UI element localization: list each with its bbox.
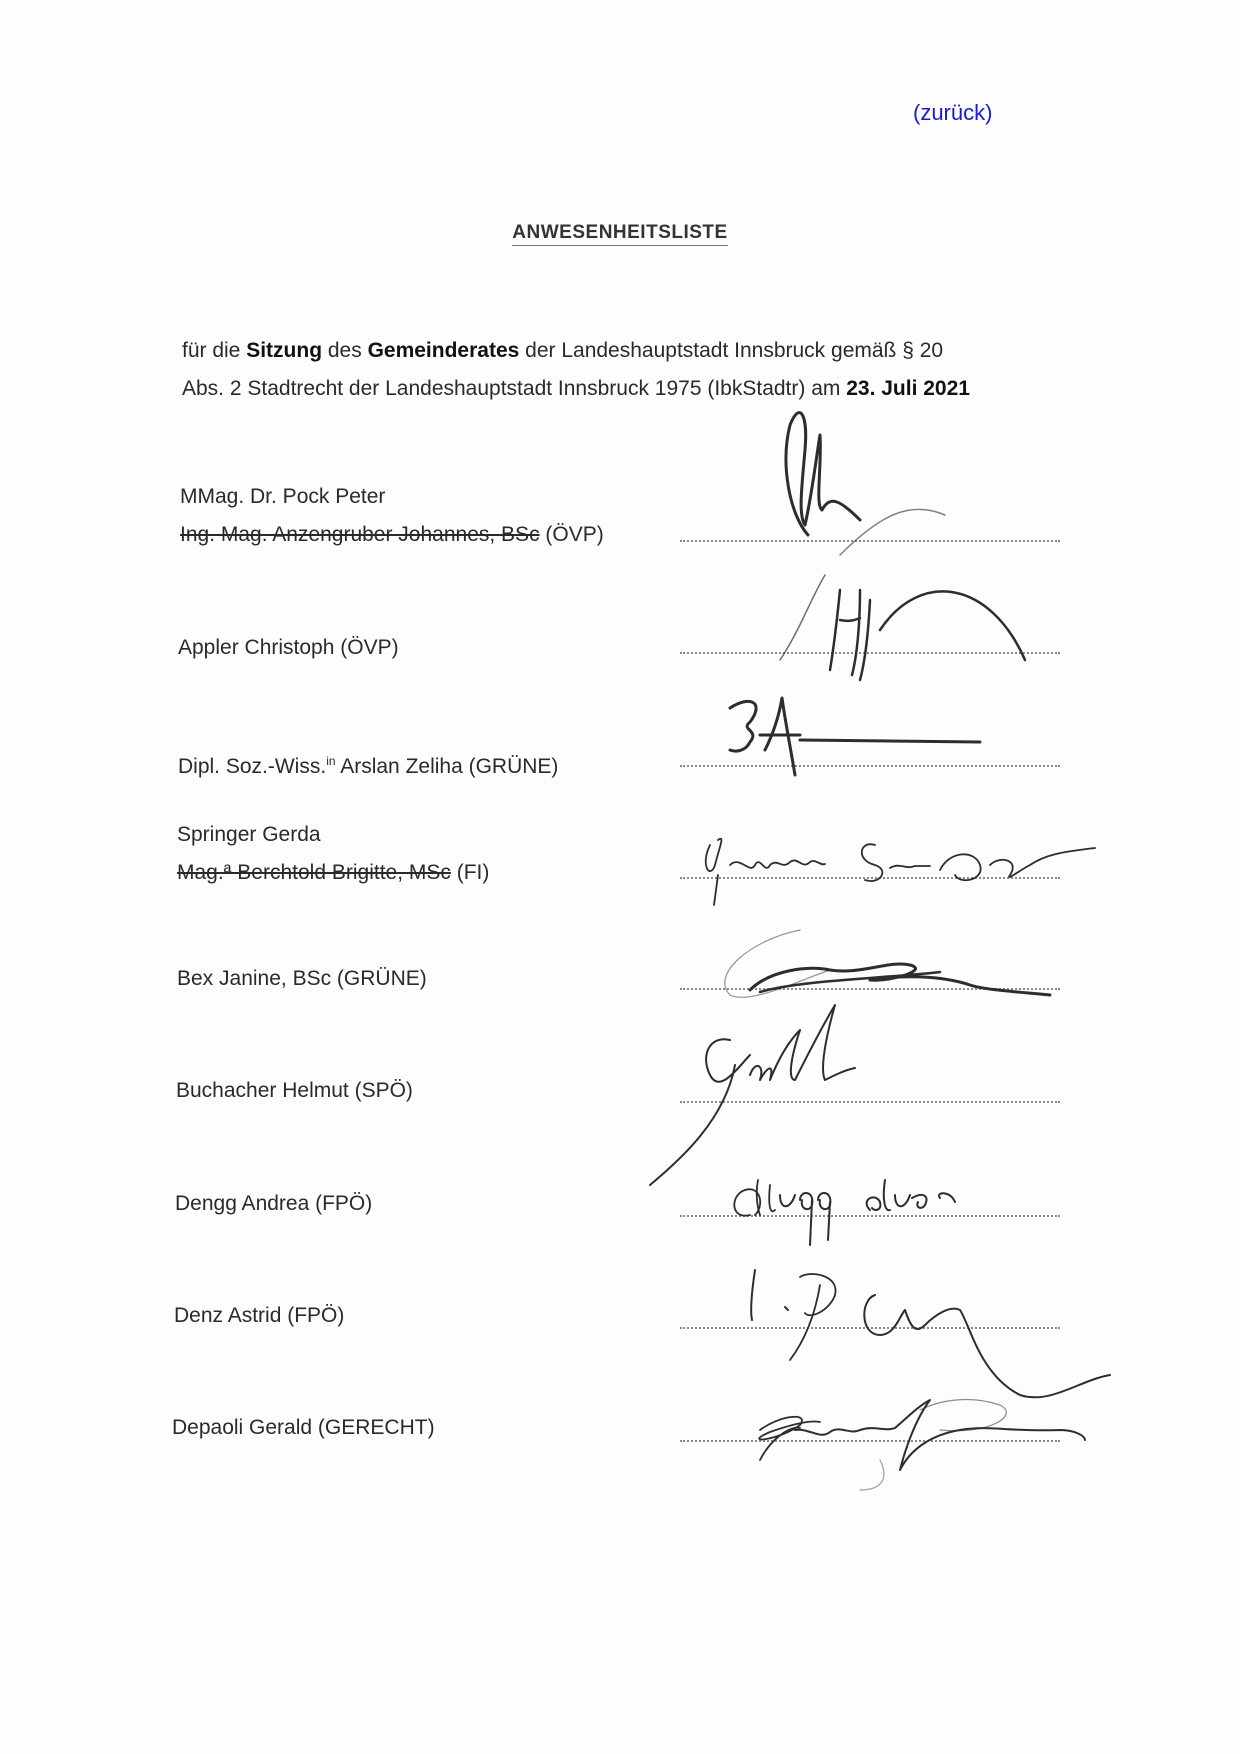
attendee-struck: Mag.ª Berchtold Brigitte, MSc xyxy=(177,861,451,884)
attendee-substitute: Springer Gerda xyxy=(177,823,321,846)
attendee-name xyxy=(175,1185,372,1223)
attendee-name xyxy=(178,629,399,667)
intro-text: des xyxy=(322,339,368,362)
attendee-struck: Ing. Mag. Anzengruber Johannes, BSc xyxy=(180,523,540,546)
attendee-title: Dipl. Soz.-Wiss. xyxy=(178,755,327,778)
attendee-name-text: Bex Janine, BSc (GRÜNE) xyxy=(177,967,427,990)
attendee-title-sup: in xyxy=(326,754,336,768)
intro-paragraph xyxy=(182,332,1082,408)
attendee-name-text: Arslan Zeliha (GRÜNE) xyxy=(335,755,559,778)
attendee-party: (FI) xyxy=(450,861,490,884)
title-text: ANWESENHEITSLISTE xyxy=(512,222,727,246)
signature-image xyxy=(700,1360,1100,1500)
intro-gemeinderates: Gemeinderates xyxy=(367,339,520,362)
page-title xyxy=(0,222,1240,244)
meeting-date: 23. Juli 2021 xyxy=(846,377,970,400)
attendee-name-text: Denz Astrid (FPÖ) xyxy=(174,1304,345,1327)
back-link[interactable]: (zurück) xyxy=(913,100,993,125)
attendee-name xyxy=(176,1072,413,1110)
attendee-name xyxy=(177,960,427,998)
signature-image xyxy=(760,405,980,565)
intro-text: für die xyxy=(182,339,247,362)
attendee-name xyxy=(172,1409,435,1447)
attendee-name-text: Depaoli Gerald (GERECHT) xyxy=(172,1416,435,1439)
attendee-name-text: Dengg Andrea (FPÖ) xyxy=(175,1192,373,1215)
signature-image xyxy=(720,690,1000,780)
attendee-name-text: Appler Christoph (ÖVP) xyxy=(178,636,399,659)
attendee-name xyxy=(177,816,489,892)
signature-image xyxy=(760,550,1060,690)
attendee-party: (ÖVP) xyxy=(539,523,604,546)
intro-text: Abs. 2 Stadtrecht der Landeshauptstadt Innsbruck 1975 (IbkStadtr) am xyxy=(182,377,847,400)
attendee-substitute: MMag. Dr. Pock Peter xyxy=(180,485,386,508)
intro-sitzung: Sitzung xyxy=(246,339,323,362)
attendee-name xyxy=(180,478,604,554)
signature-image xyxy=(690,820,1110,910)
intro-text: der Landeshauptstadt Innsbruck gemäß § 20 xyxy=(519,339,944,362)
signature-image xyxy=(700,1150,1080,1250)
attendee-name-text: Buchacher Helmut (SPÖ) xyxy=(176,1079,413,1102)
attendee-name xyxy=(178,742,558,786)
attendee-name xyxy=(174,1297,344,1335)
